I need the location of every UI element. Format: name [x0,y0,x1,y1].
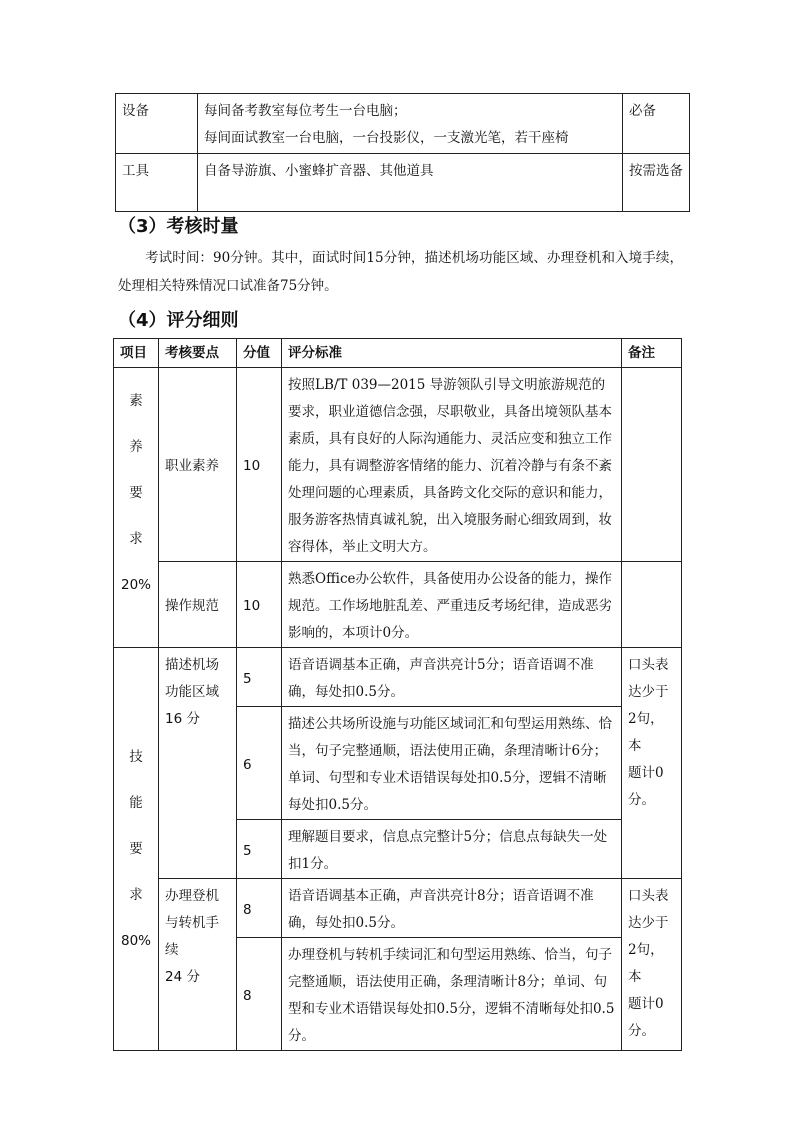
group1-note-2 [622,562,682,648]
group1-project-cell: 素 养 要 求 20% [114,368,159,648]
section3-text: 考试时间：90分钟。其中，面试时间15分钟，描述机场功能区域、办理登机和入境手续，处理相关特殊情况口试准备75分钟。 [118,250,683,294]
group2-sub2-criteria-1: 语音语调基本正确，声音洪亮计8分；语音语调不准确，每处扣0.5分。 [282,879,622,938]
equipment-table [115,93,690,212]
group1-score-2: 10 [237,562,282,648]
header-score: 分值 [237,339,282,368]
group1-note-1 [622,368,682,562]
group2-sub1-score-3: 5 [237,820,282,879]
group1-criteria-1: 按照LB/T 039—2015 导游领队引导文明旅游规范的要求，职业道德信念强，尽职敬业，具备出境领队基本素质，具有良好的人际沟通能力、灵活应变和独立工作能力，具有调整游客情绪的能力、沉着冷静与有条不紊处理问题的心理素质，具备跨文化交际的意识和能力，服务游客热情真诚礼貌，出入境服务耐心细致周到，妆容得体，举止文明大方。 [282,368,622,562]
group1-score-1: 10 [237,368,282,562]
equipment-desc-cell: 每间备考教室每位考生一台电脑； 每间面试教室一台电脑，一台投影仪，一支激光笔，若干座椅 [198,94,623,154]
group2-project-cell: 技 能 要 求 80% [114,648,159,1051]
group2-sub1-criteria-2: 描述公共场所设施与功能区域词汇和句型运用熟练、恰当，句子完整通顺，语法使用正确，条理清晰计6分；单词、句型和专业术语错误每处扣0.5分，逻辑不清晰每处扣0.5分。 [282,707,622,820]
group2-sub2-note: 口头表 达少于 2句，本 题计0 分。 [622,879,682,1051]
header-project: 项目 [114,339,159,368]
group2-sub1-score-2: 6 [237,707,282,820]
group1-point-2: 操作规范 [159,562,237,648]
group2-sub2-criteria-2: 办理登机与转机手续词汇和句型运用熟练、恰当，句子完整通顺，语法使用正确，条理清晰计8分；单词、句型和专业术语错误每处扣0.5分，逻辑不清晰每处扣0.5分。 [282,938,622,1051]
header-note: 备注 [622,339,682,368]
section3-heading: （3）考核时量 [118,216,239,237]
score-table [113,338,682,1051]
group2-sub2-score-2: 8 [237,938,282,1051]
header-criteria: 评分标准 [282,339,622,368]
equipment-note-cell: 必备 [623,94,690,154]
tool-item-cell: 工具 [116,154,198,212]
group2-sub2-score-1: 8 [237,879,282,938]
tool-note-cell: 按需选备 [623,154,690,212]
group2-sub2-point: 办理登机 与转机手 续 24 分 [159,879,237,1051]
equipment-item-cell: 设备 [116,94,198,154]
group1-point-1: 职业素养 [159,368,237,562]
group2-sub1-criteria-1: 语音语调基本正确，声音洪亮计5分；语音语调不准确，每处扣0.5分。 [282,648,622,707]
tool-desc-cell: 自备导游旗、小蜜蜂扩音器、其他道具 [198,154,623,212]
group2-sub1-note: 口头表 达少于 2句，本 题计0 分。 [622,648,682,879]
group2-sub1-score-1: 5 [237,648,282,707]
score-table-header [114,339,682,368]
group2-sub1-criteria-3: 理解题目要求，信息点完整计5分；信息点每缺失一处扣1分。 [282,820,622,879]
header-point: 考核要点 [159,339,237,368]
group2-sub1-point: 描述机场 功能区域 16 分 [159,648,237,879]
group1-criteria-2: 熟悉Office办公软件，具备使用办公设备的能力，操作规范。工作场地脏乱差、严重违反考场纪律，造成恶劣影响的，本项计0分。 [282,562,622,648]
section4-heading: （4）评分细则 [118,310,239,331]
